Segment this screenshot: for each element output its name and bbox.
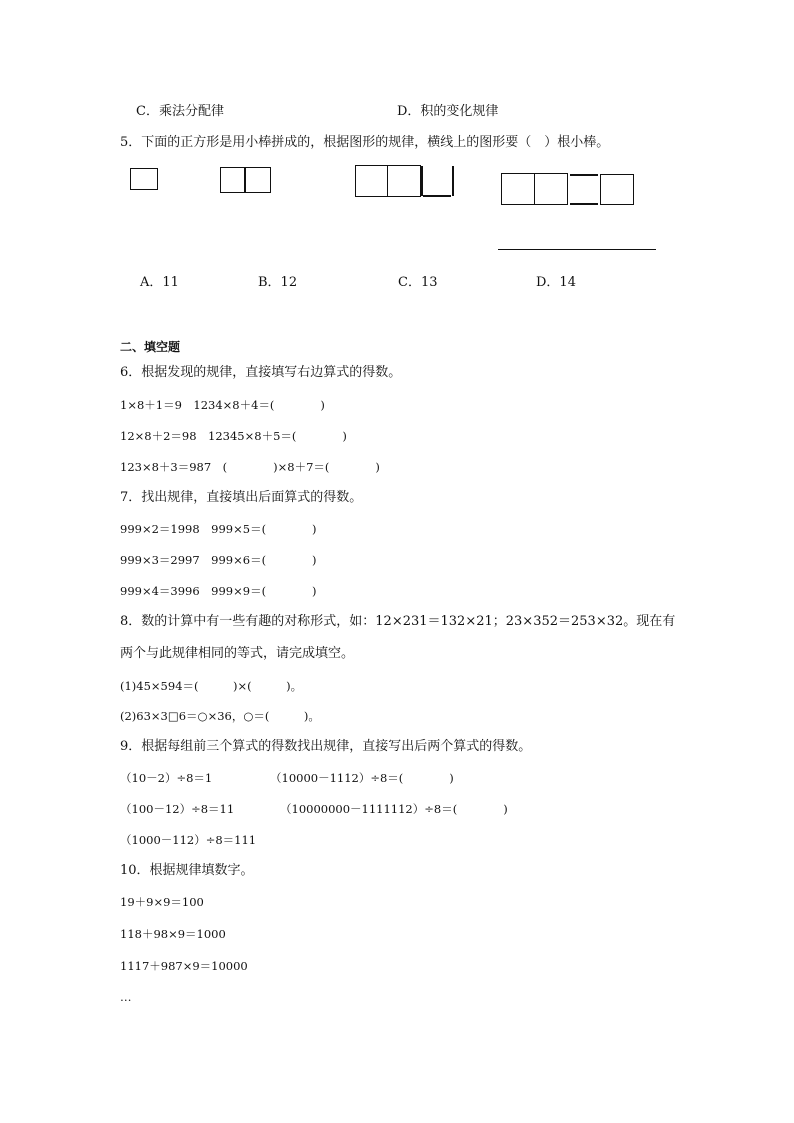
q10-line-3: 1117＋987×9＝10000: [120, 959, 248, 973]
q10-line-1: 19＋9×9＝100: [120, 895, 204, 909]
q8-stem-line-2: 两个与此规律相同的等式，请完成填空。: [120, 646, 355, 661]
q9-left-3: （1000－112）÷8＝111: [120, 833, 257, 847]
q8-line-2: (2)63×3□6＝○×36，○＝( )。: [120, 709, 320, 723]
answer-blank-line: [498, 249, 656, 250]
q6-line-3: 123×8＋3＝987 ( )×8＋7＝( ): [120, 460, 380, 474]
q5-stem: 5．下面的正方形是用小棒拼成的，根据图形的规律，横线上的图形要（ ）根小棒。: [120, 135, 610, 150]
section-title: 二、填空题: [120, 340, 181, 354]
q9-left-2: （100－12）÷8＝11: [120, 802, 235, 816]
q5-option-c: C．13: [398, 275, 438, 290]
q6-line-1: 1×8＋1＝9 1234×8＋4＝( ): [120, 398, 325, 412]
q5-option-a: A．11: [140, 275, 179, 290]
q8-stem-line-1: 8．数的计算中有一些有趣的对称形式，如：12×231＝132×21；23×352＝253×32。现在有: [120, 614, 676, 629]
q7-stem: 7．找出规律，直接填出后面算式的得数。: [120, 490, 363, 505]
q7-line-2: 999×3＝2997 999×6＝( ): [120, 553, 317, 567]
q7-line-1: 999×2＝1998 999×5＝( ): [120, 522, 317, 536]
q10-ellipsis: …: [120, 990, 132, 1004]
q9-right-2: （10000000－1111112）÷8＝( ): [280, 802, 508, 816]
option-d: D．积的变化规律: [397, 104, 499, 119]
q5-option-d: D．14: [536, 275, 576, 290]
q7-line-3: 999×4＝3996 999×9＝( ): [120, 584, 317, 598]
q6-line-2: 12×8＋2＝98 12345×8＋5＝( ): [120, 429, 347, 443]
q10-line-2: 118＋98×9＝1000: [120, 927, 226, 941]
option-c: C．乘法分配律: [136, 104, 224, 119]
q9-stem: 9．根据每组前三个算式的得数找出规律，直接写出后两个算式的得数。: [120, 739, 532, 754]
q6-stem: 6．根据发现的规律，直接填写右边算式的得数。: [120, 365, 402, 380]
q10-stem: 10．根据规律填数字。: [120, 863, 254, 878]
q8-line-1: (1)45×594＝( )×( )。: [120, 679, 303, 693]
q5-option-b: B．12: [258, 275, 298, 290]
q9-right-1: （10000－1112）÷8＝( ): [270, 771, 454, 785]
q9-left-1: （10－2）÷8＝1: [120, 771, 213, 785]
